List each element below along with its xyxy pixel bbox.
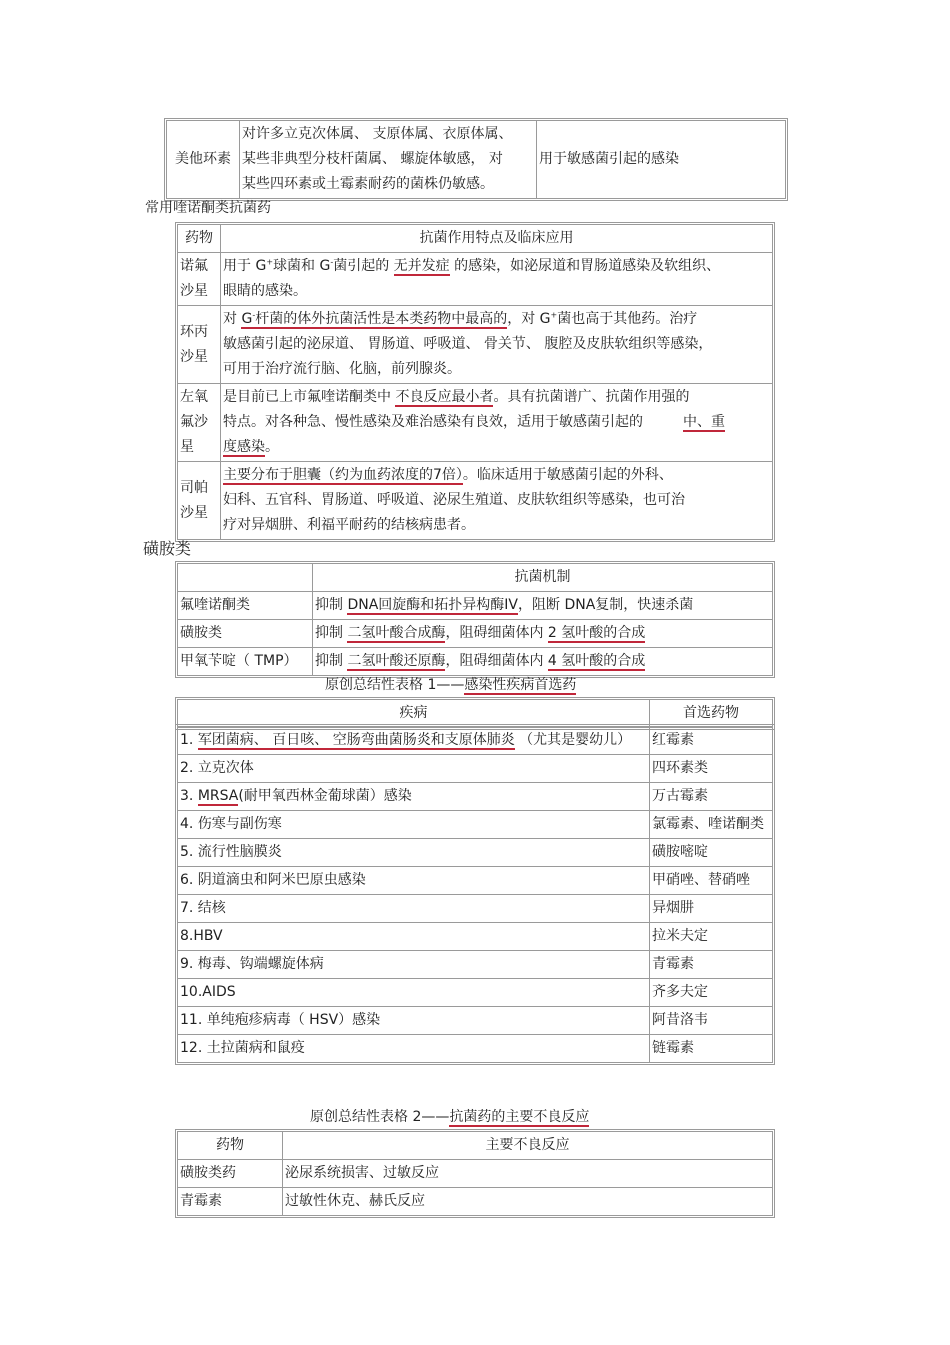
disease-cell: 8.HBV bbox=[178, 923, 650, 951]
table-row bbox=[178, 648, 773, 676]
disease-cell: 6. 阴道滴虫和阿米巴原虫感染 bbox=[178, 867, 650, 895]
table-row bbox=[178, 727, 773, 755]
drug-cell: 万古霉素 bbox=[650, 783, 773, 811]
drug-cell: 青霉素 bbox=[650, 951, 773, 979]
table-row bbox=[178, 1160, 773, 1188]
drug-cell: 氯霉素、喹诺酮类 bbox=[650, 811, 773, 839]
mechanism-cell: 抑制 二氢叶酸合成酶，阻碍细菌体内 2 氢叶酸的合成 bbox=[313, 620, 773, 648]
table-row bbox=[178, 951, 773, 979]
table-row bbox=[178, 979, 773, 1007]
first-choice-drug-table-body bbox=[177, 726, 773, 1063]
table-row bbox=[178, 895, 773, 923]
drug-cell: 拉米夫定 bbox=[650, 923, 773, 951]
drug-cell: 司帕沙星 bbox=[178, 462, 221, 540]
column-header: 首选药物 bbox=[650, 700, 773, 728]
feature-cell: 用于 G+球菌和 G-菌引起的 无并发症 的感染，如泌尿道和胃肠道感染及软组织、 眼睛的感染。 bbox=[221, 253, 773, 306]
table-row bbox=[178, 1188, 773, 1216]
table-row bbox=[178, 811, 773, 839]
quinolone-table bbox=[177, 224, 773, 540]
table-row bbox=[178, 592, 773, 620]
class-cell: 磺胺类 bbox=[178, 620, 313, 648]
table-row bbox=[178, 923, 773, 951]
sulfa-title: 磺胺类 bbox=[143, 539, 192, 558]
column-header: 抗菌机制 bbox=[313, 564, 773, 592]
quinolone-title: 常用喹诺酮类抗菌药 bbox=[145, 200, 271, 216]
drug-cell: 环丙沙星 bbox=[178, 306, 221, 384]
column-header: 疾病 bbox=[178, 700, 650, 728]
column-header: 主要不良反应 bbox=[283, 1132, 773, 1160]
feature-cell: 对 G-杆菌的体外抗菌活性是本类药物中最高的，对 G+菌也高于其他药。治疗 敏感菌引起的泌尿道、 胃肠道、呼吸道、 骨关节、 腹腔及皮肤软组织等感染， 可用于治疗流行脑、化脑，前列腺炎。 bbox=[221, 306, 773, 384]
table-row bbox=[167, 121, 786, 199]
table-row bbox=[178, 620, 773, 648]
drug-cell: 美他环素 bbox=[167, 121, 240, 199]
mechanism-cell: 抑制 二氢叶酸还原酶，阻碍细菌体内 4 氢叶酸的合成 bbox=[313, 648, 773, 676]
disease-cell: 4. 伤寒与副伤寒 bbox=[178, 811, 650, 839]
disease-cell: 7. 结核 bbox=[178, 895, 650, 923]
drug-cell: 齐多夫定 bbox=[650, 979, 773, 1007]
drug-cell: 阿昔洛韦 bbox=[650, 1007, 773, 1035]
table-header-row bbox=[178, 225, 773, 253]
table-row bbox=[178, 462, 773, 540]
drug-cell: 磺胺类药 bbox=[178, 1160, 283, 1188]
column-header: 抗菌作用特点及临床应用 bbox=[221, 225, 773, 253]
table-header-row bbox=[178, 564, 773, 592]
table-row bbox=[178, 867, 773, 895]
table-row bbox=[178, 839, 773, 867]
drug-cell: 诺氟沙星 bbox=[178, 253, 221, 306]
effect-cell: 过敏性休克、赫氏反应 bbox=[283, 1188, 773, 1216]
mechanism-table bbox=[177, 563, 773, 676]
drug-cell: 青霉素 bbox=[178, 1188, 283, 1216]
drug-cell: 磺胺嘧啶 bbox=[650, 839, 773, 867]
column-header-empty bbox=[178, 564, 313, 592]
table-row bbox=[178, 384, 773, 462]
disease-cell: 5. 流行性脑膜炎 bbox=[178, 839, 650, 867]
drug-cell: 左氧氟沙星 bbox=[178, 384, 221, 462]
drug-cell: 异烟肼 bbox=[650, 895, 773, 923]
feature-cell: 主要分布于胆囊（约为血药浓度的7倍）。临床适用于敏感菌引起的外科、 妇科、五官科、胃肠道、呼吸道、泌尿生殖道、皮肤软组织等感染，也可治 疗对异烟肼、利福平耐药的结核病患者。 bbox=[221, 462, 773, 540]
table-row bbox=[178, 306, 773, 384]
mechanism-cell: 抑制 DNA回旋酶和拓扑异构酶IV，阻断 DNA复制，快速杀菌 bbox=[313, 592, 773, 620]
column-header: 药物 bbox=[178, 225, 221, 253]
feature-cell: 是目前已上市氟喹诺酮类中 不良反应最小者。具有抗菌谱广、抗菌作用强的 特点。对各种急、慢性感染及难治感染有良效，适用于敏感菌引起的 中、重 度感染。 bbox=[221, 384, 773, 462]
drug-cell: 链霉素 bbox=[650, 1035, 773, 1063]
drug-cell: 红霉素 bbox=[650, 727, 773, 755]
use-cell: 用于敏感菌引起的感染 bbox=[537, 121, 786, 199]
table-row bbox=[178, 783, 773, 811]
disease-cell: 11. 单纯疱疹病毒（ HSV）感染 bbox=[178, 1007, 650, 1035]
disease-cell: 1. 军团菌病、 百日咳、 空肠弯曲菌肠炎和支原体肺炎 （尤其是婴幼儿） bbox=[178, 727, 650, 755]
table-row bbox=[178, 253, 773, 306]
disease-cell: 3. MRSA(耐甲氧西林金葡球菌）感染 bbox=[178, 783, 650, 811]
disease-cell: 10.AIDS bbox=[178, 979, 650, 1007]
column-header: 药物 bbox=[178, 1132, 283, 1160]
class-cell: 氟喹诺酮类 bbox=[178, 592, 313, 620]
table-row bbox=[178, 755, 773, 783]
table-row bbox=[178, 1007, 773, 1035]
table-row bbox=[178, 1035, 773, 1063]
disease-cell: 12. 土拉菌病和鼠疫 bbox=[178, 1035, 650, 1063]
table-header-row bbox=[178, 1132, 773, 1160]
drug-cell: 四环素类 bbox=[650, 755, 773, 783]
first-choice-drug-table bbox=[177, 699, 773, 728]
feature-cell: 对许多立克次体属、 支原体属、衣原体属、 某些非典型分枝杆菌属、 螺旋体敏感， 对 某些四环素或土霉素耐药的菌株仍敏感。 bbox=[240, 121, 537, 199]
adverse-reaction-table bbox=[177, 1131, 773, 1216]
disease-cell: 9. 梅毒、钩端螺旋体病 bbox=[178, 951, 650, 979]
drug-cell: 甲硝唑、替硝唑 bbox=[650, 867, 773, 895]
table2-caption: 原创总结性表格 2——抗菌药的主要不良反应 bbox=[310, 1109, 590, 1125]
tetracycline-table bbox=[166, 120, 786, 199]
table-header-row bbox=[178, 700, 773, 728]
effect-cell: 泌尿系统损害、过敏反应 bbox=[283, 1160, 773, 1188]
table1-caption: 原创总结性表格 1——感染性疾病首选药 bbox=[325, 677, 577, 693]
disease-cell: 2. 立克次体 bbox=[178, 755, 650, 783]
class-cell: 甲氧苄啶（ TMP） bbox=[178, 648, 313, 676]
